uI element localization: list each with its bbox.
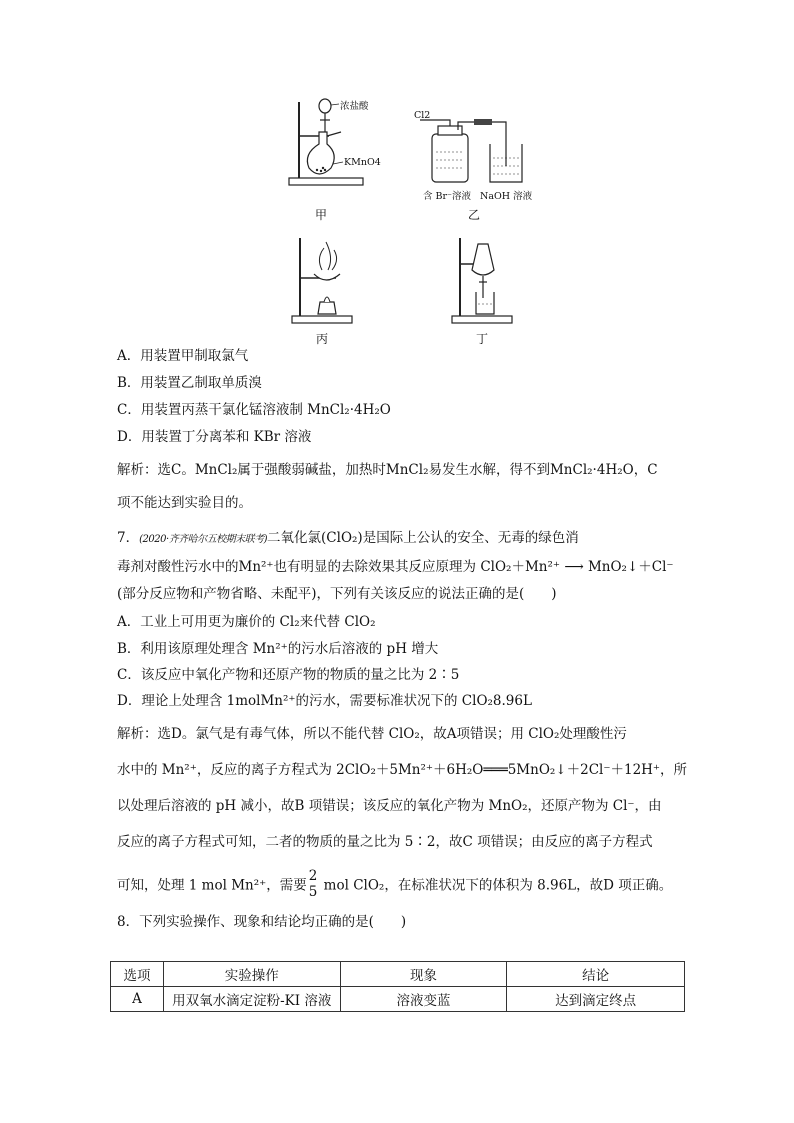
q7-stem-line2: 毒剂对酸性污水中的Mn²⁺也有明显的去除效果其反应原理为 ClO₂＋Mn²⁺ ⟶ MnO₂↓＋Cl⁻: [117, 559, 674, 575]
q6-option-c: C．用装置丙蒸干氯化锰溶液制 MnCl₂·4H₂O: [117, 402, 391, 418]
jia-reagent-flask: KMnO4: [344, 157, 381, 168]
yi-left-bottle-label: 含 Br⁻溶液: [423, 191, 472, 202]
q6-option-a: A．用装置甲制取氯气: [117, 348, 249, 364]
fraction-two-fifths: 2 5: [308, 868, 318, 900]
ding-caption: 丁: [476, 332, 489, 346]
q6-analysis-line1: 解析：选C。MnCl₂属于强酸弱碱盐，加热时MnCl₂易发生水解，得不到MnCl₂·4H₂O，C: [117, 462, 658, 478]
q7-analysis-line5: 可知，处理 1 mol Mn²⁺，需要 2 5 mol ClO₂，在标准状况下的体积为 8.96L，故D 项正确。: [117, 868, 673, 900]
table-cell: A: [111, 987, 164, 1012]
bing-caption: 丙: [316, 332, 329, 346]
table-cell: 达到滴定终点: [507, 987, 685, 1012]
q7-stem-line1: 7．(2020·齐齐哈尔五校期末联考)二氧化氯(ClO₂)是国际上公认的安全、无毒的绿色消: [117, 530, 579, 546]
table-row: [111, 987, 685, 1012]
q8-options-table: [110, 961, 685, 1012]
yi-right-beaker-label: NaOH 溶液: [480, 191, 533, 202]
q6-option-b: B．用装置乙制取单质溴: [117, 375, 262, 391]
q7-option-a: A．工业上可用更为廉价的 Cl₂来代替 ClO₂: [117, 614, 376, 630]
q7-stem-line3: (部分反应物和产物省略、未配平)，下列有关该反应的说法正确的是( ): [117, 586, 557, 602]
q8-stem: 8．下列实验操作、现象和结论均正确的是( ): [117, 914, 407, 930]
q6-option-d: D．用装置丁分离苯和 KBr 溶液: [117, 429, 312, 445]
q7-analysis-line4: 反应的离子方程式可知，二者的物质的量之比为 5∶2，故C 项错误；由反应的离子方程式: [117, 834, 653, 850]
table-header: 现象: [340, 962, 507, 987]
q7-option-b: B．利用该原理处理含 Mn²⁺的污水后溶液的 pH 增大: [117, 641, 439, 657]
q7-analysis-line1: 解析：选D。氯气是有毒气体，所以不能代替 ClO₂，故A项错误；用 ClO₂处理酸性污: [117, 726, 627, 742]
table-header-row: [111, 962, 685, 987]
q7-option-c: C．该反应中氧化产物和还原产物的物质的量之比为 2∶5: [117, 667, 460, 683]
apparatus-bing-figure: [288, 236, 358, 326]
q7-option-d: D．理论上处理含 1molMn²⁺的污水，需要标准状况下的 ClO₂8.96L: [117, 693, 532, 709]
q7-analysis-line3: 以处理后溶液的 pH 减小，故B 项错误；该反应的氧化产物为 MnO₂，还原产物为 Cl⁻，由: [117, 798, 662, 814]
q6-analysis-line2: 项不能达到实验目的。: [117, 495, 252, 511]
table-header: 结论: [507, 962, 685, 987]
table-cell: 溶液变蓝: [340, 987, 507, 1012]
jia-reagent-top: 浓盐酸: [340, 101, 369, 112]
q7-analysis-line2: 水中的 Mn²⁺，反应的离子方程式为 2ClO₂＋5Mn²⁺＋6H₂O═══5MnO₂↓＋2Cl⁻＋12H⁺，所: [117, 762, 688, 778]
q7-source-tag: (2020·齐齐哈尔五校期末联考): [139, 534, 268, 545]
table-cell: 用双氧水滴定淀粉-KI 溶液: [163, 987, 340, 1012]
apparatus-ding-figure: [448, 236, 518, 326]
yi-gas-label: Cl2: [414, 110, 431, 121]
yi-caption: 乙: [468, 208, 481, 222]
jia-caption: 甲: [315, 208, 328, 222]
table-header: 选项: [111, 962, 164, 987]
table-header: 实验操作: [163, 962, 340, 987]
